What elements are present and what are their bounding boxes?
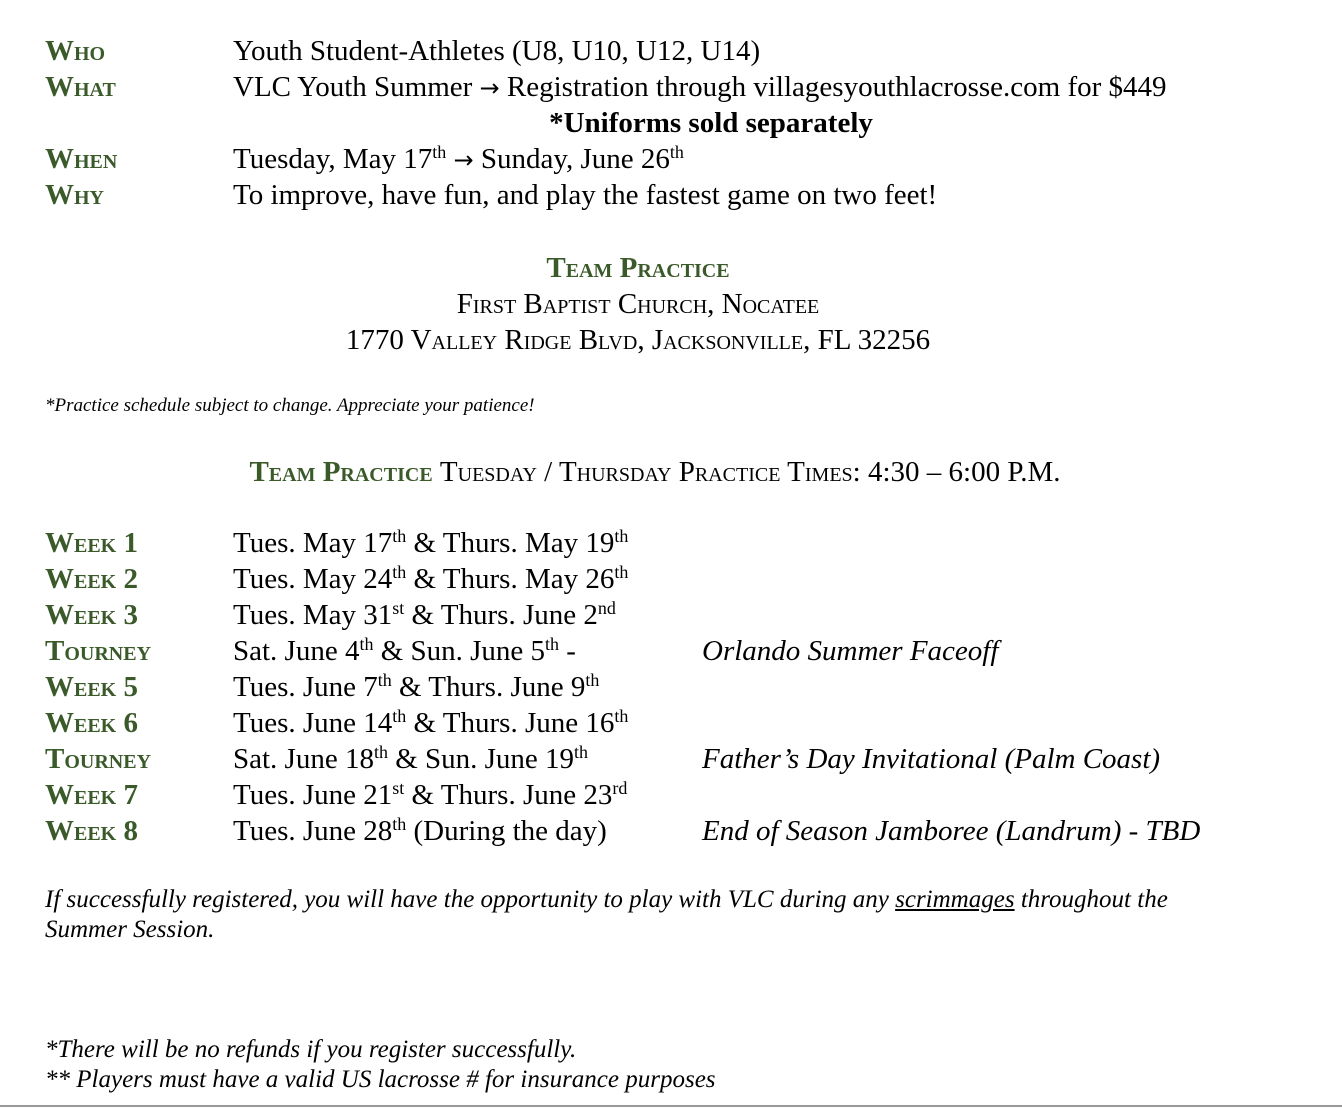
schedule-row-s1: th (392, 526, 407, 547)
schedule-row-s1: th (392, 706, 407, 727)
schedule-row-dates (233, 741, 588, 777)
when-label: When (45, 143, 118, 175)
why-value: To improve, have fun, and play the fastest game on two feet! (233, 179, 938, 211)
schedule-row-mid: & Thurs. June 16 (406, 707, 615, 739)
schedule-row-tail: - (559, 635, 576, 667)
schedule-row-label: Tourney (45, 635, 152, 667)
schedule-row-d1: Tues. June 21 (233, 779, 393, 811)
when-start: Tuesday, May 17 (233, 143, 433, 175)
schedule-row-mid: (During the day) (406, 815, 607, 847)
what-value (233, 69, 1167, 106)
who-label: Who (45, 35, 106, 67)
page-bottom-rule (0, 1105, 1342, 1107)
when-end-suffix: th (669, 142, 684, 163)
schedule-row-mid: & Thurs. May 26 (406, 563, 615, 595)
schedule-row-dates (233, 669, 599, 705)
practice-times-label: Team Practice (249, 456, 433, 488)
schedule-row-s2: nd (597, 598, 616, 619)
schedule-row-mid: & Thurs. May 19 (406, 527, 615, 559)
schedule-row-s1: th (359, 634, 374, 655)
schedule-row-d1: Tues. June 7 (233, 671, 378, 703)
registration-note (45, 885, 1168, 915)
schedule-row-mid: & Thurs. June 2 (404, 599, 598, 631)
schedule-row-dates (233, 705, 628, 741)
schedule-row-s1: th (392, 814, 407, 835)
schedule-row-s2: th (574, 742, 589, 763)
schedule-row-event: Father’s Day Invitational (Palm Coast) (702, 743, 1161, 775)
schedule-row-s2: th (614, 526, 629, 547)
uniforms-note: *Uniforms sold separately (549, 107, 873, 139)
schedule-row-s2: rd (612, 778, 628, 799)
practice-times (0, 454, 1326, 490)
schedule-row-mid: & Thurs. June 9 (391, 671, 586, 703)
arrow-right-icon: → (479, 74, 500, 102)
registration-note-line2: Summer Session. (45, 916, 215, 943)
schedule-row-s1: th (377, 670, 392, 691)
when-value (233, 141, 684, 178)
registration-note-tail: throughout the (1014, 886, 1168, 913)
schedule-row-dates (233, 561, 628, 597)
schedule-row-dates (233, 597, 616, 633)
what-value-b: Registration through villagesyouthlacrosse.com for $449 (506, 71, 1167, 103)
registration-note-text: If successfully registered, you will have the opportunity to play with VLC during any (45, 886, 896, 913)
venue-name: First Baptist Church, Nocatee (456, 288, 820, 320)
practice-times-text: Tuesday / Thursday Practice Times: 4:30 – 6:00 P.M. (439, 456, 1061, 488)
schedule-row-label: Week 7 (45, 779, 138, 811)
schedule-row-d1: Sat. June 4 (233, 635, 360, 667)
what-value-a: VLC Youth Summer (233, 71, 473, 103)
venue-address: 1770 Valley Ridge Blvd, Jacksonville, FL 32256 (345, 324, 931, 356)
schedule-row-dates (233, 777, 627, 813)
schedule-row-mid: & Sun. June 5 (373, 635, 546, 667)
schedule-row-d1: Tues. June 14 (233, 707, 393, 739)
when-end: Sunday, June 26 (480, 143, 670, 175)
schedule-row-label: Week 6 (45, 707, 138, 739)
schedule-row-s2: th (614, 706, 629, 727)
schedule-row-mid: & Sun. June 19 (387, 743, 575, 775)
why-label: Why (45, 179, 104, 211)
schedule-row-d1: Tues. May 17 (233, 527, 393, 559)
schedule-row-s2: th (614, 562, 629, 583)
schedule-row-label: Week 2 (45, 563, 138, 595)
scrimmages-link: scrimmages (895, 886, 1015, 913)
what-label: What (45, 71, 116, 103)
schedule-row-s1: th (392, 562, 407, 583)
schedule-row-d1: Tues. May 31 (233, 599, 393, 631)
schedule-row-label: Tourney (45, 743, 152, 775)
schedule-row-label: Week 5 (45, 671, 138, 703)
refund-policy: *There will be no refunds if you register successfully. (45, 1036, 577, 1063)
insurance-note: ** Players must have a valid US lacrosse # for insurance purposes (45, 1066, 716, 1093)
schedule-row-d1: Tues. May 24 (233, 563, 393, 595)
schedule-row-s2: th (585, 670, 600, 691)
schedule-row-s1: th (373, 742, 388, 763)
schedule-row-dates (233, 813, 607, 849)
when-start-suffix: th (432, 142, 447, 163)
schedule-row-s1: st (392, 598, 405, 619)
who-value: Youth Student-Athletes (U8, U10, U12, U14) (233, 35, 761, 67)
schedule-row-dates (233, 525, 628, 561)
schedule-disclaimer: *Practice schedule subject to change. Appreciate your patience! (45, 395, 535, 416)
schedule-row-s1: st (392, 778, 405, 799)
schedule-row-label: Week 3 (45, 599, 138, 631)
schedule-row-label: Week 8 (45, 815, 138, 847)
schedule-row-mid: & Thurs. June 23 (404, 779, 613, 811)
schedule-row-d1: Sat. June 18 (233, 743, 374, 775)
schedule-row-label: Week 1 (45, 527, 138, 559)
schedule-row-s2: th (545, 634, 560, 655)
schedule-row-event: Orlando Summer Faceoff (702, 635, 999, 667)
location-heading: Team Practice (546, 252, 730, 284)
schedule-row-event: End of Season Jamboree (Landrum) - TBD (702, 815, 1201, 847)
schedule-row-dates (233, 633, 576, 669)
arrow-right-icon: → (453, 146, 474, 174)
schedule-row-d1: Tues. June 28 (233, 815, 393, 847)
